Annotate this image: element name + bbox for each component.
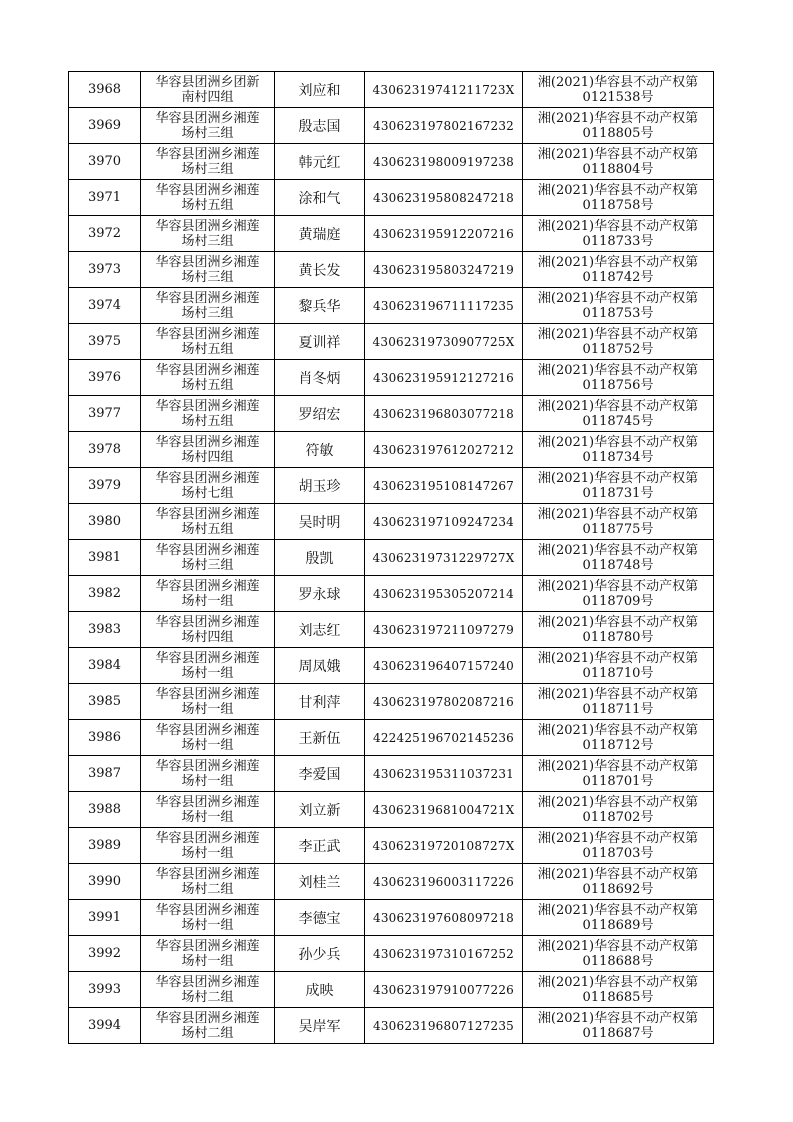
- address-line: 华容县团洲乡湘莲: [155, 1010, 260, 1026]
- row-number-cell: 3988: [69, 792, 141, 828]
- certificate-line: 0118731号: [582, 485, 654, 501]
- certificate-cell: [523, 432, 714, 468]
- address-line: 华容县团洲乡湘莲: [155, 110, 260, 126]
- address-line: 华容县团洲乡湘莲: [155, 686, 260, 702]
- table-row: [69, 792, 714, 828]
- certificate-cell: [523, 216, 714, 252]
- owner-name-cell: 李德宝: [275, 900, 365, 936]
- certificate-line: 湘(2021)华容县不动产权第: [537, 1010, 699, 1026]
- certificate-cell: [523, 504, 714, 540]
- owner-name-cell: 孙少兵: [275, 936, 365, 972]
- row-number-cell: 3994: [69, 1008, 141, 1044]
- address-line: 华容县团洲乡湘莲: [155, 362, 260, 378]
- id-number-cell: 430623195912207216: [365, 216, 523, 252]
- address-cell: [141, 468, 275, 504]
- address-line: 华容县团洲乡湘莲: [155, 218, 260, 234]
- row-number-cell: 3980: [69, 504, 141, 540]
- row-number-cell: 3985: [69, 684, 141, 720]
- table-row: [69, 468, 714, 504]
- id-number-cell: 430623195803247219: [365, 252, 523, 288]
- certificate-cell: [523, 1008, 714, 1044]
- address-cell: [141, 1008, 275, 1044]
- certificate-line: 0118745号: [582, 413, 654, 429]
- id-number-cell: 430623197802167232: [365, 108, 523, 144]
- id-number-cell: 430623195912127216: [365, 360, 523, 396]
- owner-name-cell: 周凤娥: [275, 648, 365, 684]
- row-number-cell: 3986: [69, 720, 141, 756]
- address-line: 场村五组: [181, 341, 234, 357]
- certificate-line: 0118734号: [582, 449, 654, 465]
- address-line: 场村五组: [181, 521, 234, 537]
- certificate-line: 0118692号: [582, 881, 654, 897]
- row-number-cell: 3982: [69, 576, 141, 612]
- certificate-cell: [523, 648, 714, 684]
- table-row: [69, 648, 714, 684]
- owner-name-cell: 吴时明: [275, 504, 365, 540]
- certificate-cell: [523, 720, 714, 756]
- table-row: [69, 936, 714, 972]
- address-cell: [141, 864, 275, 900]
- address-line: 场村三组: [181, 269, 234, 285]
- table-row: [69, 252, 714, 288]
- address-cell: [141, 360, 275, 396]
- certificate-cell: [523, 936, 714, 972]
- id-number-cell: 430623195108147267: [365, 468, 523, 504]
- certificate-line: 湘(2021)华容县不动产权第: [537, 182, 699, 198]
- address-line: 场村一组: [181, 845, 234, 861]
- certificate-line: 湘(2021)华容县不动产权第: [537, 290, 699, 306]
- address-line: 场村五组: [181, 413, 234, 429]
- address-line: 华容县团洲乡团新: [155, 74, 260, 90]
- certificate-line: 湘(2021)华容县不动产权第: [537, 722, 699, 738]
- owner-name-cell: 殷凯: [275, 540, 365, 576]
- certificate-line: 湘(2021)华容县不动产权第: [537, 794, 699, 810]
- address-line: 场村二组: [181, 989, 234, 1005]
- row-number-cell: 3990: [69, 864, 141, 900]
- row-number-cell: 3971: [69, 180, 141, 216]
- address-cell: [141, 828, 275, 864]
- address-cell: [141, 324, 275, 360]
- address-line: 场村三组: [181, 557, 234, 573]
- address-cell: [141, 756, 275, 792]
- table-row: [69, 216, 714, 252]
- certificate-cell: [523, 180, 714, 216]
- certificate-cell: [523, 468, 714, 504]
- address-cell: [141, 252, 275, 288]
- id-number-cell: 43062319681004721X: [365, 792, 523, 828]
- address-line: 华容县团洲乡湘莲: [155, 902, 260, 918]
- certificate-line: 0118780号: [582, 629, 654, 645]
- row-number-cell: 3989: [69, 828, 141, 864]
- id-number-cell: 430623196803077218: [365, 396, 523, 432]
- row-number-cell: 3983: [69, 612, 141, 648]
- row-number-cell: 3973: [69, 252, 141, 288]
- owner-name-cell: 黎兵华: [275, 288, 365, 324]
- address-line: 场村一组: [181, 665, 234, 681]
- certificate-line: 湘(2021)华容县不动产权第: [537, 758, 699, 774]
- address-line: 华容县团洲乡湘莲: [155, 254, 260, 270]
- address-cell: [141, 648, 275, 684]
- row-number-cell: 3978: [69, 432, 141, 468]
- address-line: 场村三组: [181, 305, 234, 321]
- address-line: 华容县团洲乡湘莲: [155, 290, 260, 306]
- id-number-cell: 430623197612027212: [365, 432, 523, 468]
- id-number-cell: 430623197310167252: [365, 936, 523, 972]
- certificate-cell: [523, 72, 714, 108]
- certificate-cell: [523, 540, 714, 576]
- certificate-line: 0118756号: [582, 377, 654, 393]
- address-cell: [141, 684, 275, 720]
- certificate-line: 0118689号: [582, 917, 654, 933]
- address-line: 华容县团洲乡湘莲: [155, 182, 260, 198]
- id-number-cell: 43062319741211723X: [365, 72, 523, 108]
- address-cell: [141, 720, 275, 756]
- id-number-cell: 430623195808247218: [365, 180, 523, 216]
- registry-table: [68, 71, 714, 1044]
- certificate-cell: [523, 864, 714, 900]
- address-line: 华容县团洲乡湘莲: [155, 866, 260, 882]
- row-number-cell: 3972: [69, 216, 141, 252]
- certificate-cell: [523, 828, 714, 864]
- address-line: 华容县团洲乡湘莲: [155, 398, 260, 414]
- address-cell: [141, 432, 275, 468]
- owner-name-cell: 甘利萍: [275, 684, 365, 720]
- table-row: [69, 432, 714, 468]
- certificate-line: 0118804号: [582, 161, 654, 177]
- table-row: [69, 504, 714, 540]
- certificate-cell: [523, 612, 714, 648]
- owner-name-cell: 刘志红: [275, 612, 365, 648]
- address-cell: [141, 180, 275, 216]
- address-cell: [141, 396, 275, 432]
- table-row: [69, 720, 714, 756]
- certificate-line: 0118748号: [582, 557, 654, 573]
- certificate-line: 0121538号: [582, 89, 654, 105]
- certificate-line: 0118709号: [582, 593, 654, 609]
- certificate-line: 湘(2021)华容县不动产权第: [537, 254, 699, 270]
- certificate-line: 0118758号: [582, 197, 654, 213]
- owner-name-cell: 韩元红: [275, 144, 365, 180]
- table-row: [69, 72, 714, 108]
- owner-name-cell: 夏训祥: [275, 324, 365, 360]
- owner-name-cell: 黄长发: [275, 252, 365, 288]
- certificate-cell: [523, 324, 714, 360]
- id-number-cell: 430623196407157240: [365, 648, 523, 684]
- address-line: 场村四组: [181, 449, 234, 465]
- address-line: 场村一组: [181, 593, 234, 609]
- address-cell: [141, 72, 275, 108]
- address-line: 场村三组: [181, 233, 234, 249]
- id-number-cell: 430623196711117235: [365, 288, 523, 324]
- id-number-cell: 430623196807127235: [365, 1008, 523, 1044]
- certificate-cell: [523, 360, 714, 396]
- certificate-cell: [523, 756, 714, 792]
- address-cell: [141, 972, 275, 1008]
- address-cell: [141, 612, 275, 648]
- certificate-line: 0118753号: [582, 305, 654, 321]
- table-row: [69, 756, 714, 792]
- address-cell: [141, 144, 275, 180]
- certificate-line: 湘(2021)华容县不动产权第: [537, 578, 699, 594]
- table-row: [69, 288, 714, 324]
- certificate-line: 0118701号: [582, 773, 654, 789]
- row-number-cell: 3987: [69, 756, 141, 792]
- address-line: 场村一组: [181, 953, 234, 969]
- certificate-cell: [523, 972, 714, 1008]
- owner-name-cell: 刘应和: [275, 72, 365, 108]
- address-cell: [141, 108, 275, 144]
- address-cell: [141, 288, 275, 324]
- table-row: [69, 1008, 714, 1044]
- owner-name-cell: 吴岸军: [275, 1008, 365, 1044]
- address-cell: [141, 792, 275, 828]
- certificate-line: 0118742号: [582, 269, 654, 285]
- address-line: 华容县团洲乡湘莲: [155, 542, 260, 558]
- table-row: [69, 324, 714, 360]
- certificate-line: 湘(2021)华容县不动产权第: [537, 686, 699, 702]
- certificate-line: 湘(2021)华容县不动产权第: [537, 398, 699, 414]
- table-row: [69, 864, 714, 900]
- certificate-cell: [523, 288, 714, 324]
- id-number-cell: 430623195305207214: [365, 576, 523, 612]
- address-line: 华容县团洲乡湘莲: [155, 830, 260, 846]
- address-line: 华容县团洲乡湘莲: [155, 650, 260, 666]
- address-line: 华容县团洲乡湘莲: [155, 974, 260, 990]
- certificate-line: 0118710号: [582, 665, 654, 681]
- address-cell: [141, 504, 275, 540]
- registry-table-body: [69, 72, 714, 1044]
- address-line: 华容县团洲乡湘莲: [155, 470, 260, 486]
- table-row: [69, 540, 714, 576]
- owner-name-cell: 罗绍宏: [275, 396, 365, 432]
- table-row: [69, 144, 714, 180]
- address-line: 华容县团洲乡湘莲: [155, 794, 260, 810]
- certificate-line: 湘(2021)华容县不动产权第: [537, 506, 699, 522]
- id-number-cell: 430623198009197238: [365, 144, 523, 180]
- address-cell: [141, 576, 275, 612]
- certificate-line: 湘(2021)华容县不动产权第: [537, 650, 699, 666]
- certificate-cell: [523, 252, 714, 288]
- certificate-line: 0118752号: [582, 341, 654, 357]
- address-cell: [141, 936, 275, 972]
- certificate-line: 湘(2021)华容县不动产权第: [537, 362, 699, 378]
- row-number-cell: 3993: [69, 972, 141, 1008]
- certificate-line: 湘(2021)华容县不动产权第: [537, 146, 699, 162]
- row-number-cell: 3977: [69, 396, 141, 432]
- table-row: [69, 972, 714, 1008]
- row-number-cell: 3992: [69, 936, 141, 972]
- owner-name-cell: 罗永球: [275, 576, 365, 612]
- certificate-line: 湘(2021)华容县不动产权第: [537, 902, 699, 918]
- row-number-cell: 3968: [69, 72, 141, 108]
- address-line: 华容县团洲乡湘莲: [155, 722, 260, 738]
- certificate-cell: [523, 684, 714, 720]
- certificate-line: 0118703号: [582, 845, 654, 861]
- address-cell: [141, 540, 275, 576]
- certificate-cell: [523, 792, 714, 828]
- table-row: [69, 684, 714, 720]
- owner-name-cell: 刘桂兰: [275, 864, 365, 900]
- certificate-line: 0118688号: [582, 953, 654, 969]
- row-number-cell: 3974: [69, 288, 141, 324]
- address-line: 场村一组: [181, 809, 234, 825]
- certificate-line: 湘(2021)华容县不动产权第: [537, 434, 699, 450]
- id-number-cell: 430623196003117226: [365, 864, 523, 900]
- row-number-cell: 3969: [69, 108, 141, 144]
- address-line: 场村二组: [181, 1025, 234, 1041]
- address-line: 华容县团洲乡湘莲: [155, 758, 260, 774]
- owner-name-cell: 殷志国: [275, 108, 365, 144]
- row-number-cell: 3970: [69, 144, 141, 180]
- id-number-cell: 422425196702145236: [365, 720, 523, 756]
- owner-name-cell: 刘立新: [275, 792, 365, 828]
- row-number-cell: 3984: [69, 648, 141, 684]
- address-line: 场村一组: [181, 737, 234, 753]
- owner-name-cell: 胡玉珍: [275, 468, 365, 504]
- id-number-cell: 43062319731229727X: [365, 540, 523, 576]
- address-line: 场村五组: [181, 197, 234, 213]
- address-line: 场村一组: [181, 701, 234, 717]
- address-line: 华容县团洲乡湘莲: [155, 578, 260, 594]
- certificate-line: 0118685号: [582, 989, 654, 1005]
- row-number-cell: 3975: [69, 324, 141, 360]
- table-row: [69, 108, 714, 144]
- address-cell: [141, 900, 275, 936]
- certificate-cell: [523, 144, 714, 180]
- id-number-cell: 430623197910077226: [365, 972, 523, 1008]
- certificate-line: 0118733号: [582, 233, 654, 249]
- certificate-line: 0118702号: [582, 809, 654, 825]
- certificate-line: 湘(2021)华容县不动产权第: [537, 542, 699, 558]
- table-row: [69, 576, 714, 612]
- certificate-line: 0118805号: [582, 125, 654, 141]
- address-line: 场村三组: [181, 125, 234, 141]
- id-number-cell: 430623197802087216: [365, 684, 523, 720]
- certificate-line: 湘(2021)华容县不动产权第: [537, 218, 699, 234]
- address-line: 南村四组: [181, 89, 234, 105]
- address-line: 华容县团洲乡湘莲: [155, 614, 260, 630]
- id-number-cell: 430623197608097218: [365, 900, 523, 936]
- address-cell: [141, 216, 275, 252]
- certificate-line: 湘(2021)华容县不动产权第: [537, 74, 699, 90]
- certificate-line: 0118712号: [582, 737, 654, 753]
- certificate-line: 0118711号: [582, 701, 654, 717]
- address-line: 华容县团洲乡湘莲: [155, 938, 260, 954]
- id-number-cell: 43062319720108727X: [365, 828, 523, 864]
- address-line: 场村五组: [181, 377, 234, 393]
- certificate-line: 湘(2021)华容县不动产权第: [537, 866, 699, 882]
- row-number-cell: 3976: [69, 360, 141, 396]
- row-number-cell: 3979: [69, 468, 141, 504]
- id-number-cell: 430623197211097279: [365, 612, 523, 648]
- certificate-line: 0118775号: [582, 521, 654, 537]
- certificate-line: 湘(2021)华容县不动产权第: [537, 974, 699, 990]
- owner-name-cell: 李正武: [275, 828, 365, 864]
- id-number-cell: 43062319730907725X: [365, 324, 523, 360]
- address-line: 场村四组: [181, 629, 234, 645]
- certificate-line: 湘(2021)华容县不动产权第: [537, 830, 699, 846]
- table-row: [69, 180, 714, 216]
- certificate-cell: [523, 108, 714, 144]
- certificate-cell: [523, 396, 714, 432]
- address-line: 华容县团洲乡湘莲: [155, 326, 260, 342]
- row-number-cell: 3981: [69, 540, 141, 576]
- id-number-cell: 430623195311037231: [365, 756, 523, 792]
- certificate-line: 湘(2021)华容县不动产权第: [537, 110, 699, 126]
- address-line: 场村七组: [181, 485, 234, 501]
- certificate-line: 湘(2021)华容县不动产权第: [537, 326, 699, 342]
- table-row: [69, 828, 714, 864]
- owner-name-cell: 成映: [275, 972, 365, 1008]
- certificate-line: 0118687号: [582, 1025, 654, 1041]
- table-row: [69, 612, 714, 648]
- address-line: 场村一组: [181, 773, 234, 789]
- table-row: [69, 900, 714, 936]
- table-row: [69, 396, 714, 432]
- owner-name-cell: 涂和气: [275, 180, 365, 216]
- certificate-cell: [523, 900, 714, 936]
- address-line: 华容县团洲乡湘莲: [155, 506, 260, 522]
- id-number-cell: 430623197109247234: [365, 504, 523, 540]
- row-number-cell: 3991: [69, 900, 141, 936]
- address-line: 场村二组: [181, 881, 234, 897]
- address-line: 场村三组: [181, 161, 234, 177]
- owner-name-cell: 符敏: [275, 432, 365, 468]
- certificate-line: 湘(2021)华容县不动产权第: [537, 938, 699, 954]
- owner-name-cell: 王新伍: [275, 720, 365, 756]
- address-line: 华容县团洲乡湘莲: [155, 434, 260, 450]
- owner-name-cell: 李爱国: [275, 756, 365, 792]
- certificate-line: 湘(2021)华容县不动产权第: [537, 470, 699, 486]
- certificate-cell: [523, 576, 714, 612]
- address-line: 场村一组: [181, 917, 234, 933]
- owner-name-cell: 黄瑞庭: [275, 216, 365, 252]
- certificate-line: 湘(2021)华容县不动产权第: [537, 614, 699, 630]
- address-line: 华容县团洲乡湘莲: [155, 146, 260, 162]
- owner-name-cell: 肖冬炳: [275, 360, 365, 396]
- table-row: [69, 360, 714, 396]
